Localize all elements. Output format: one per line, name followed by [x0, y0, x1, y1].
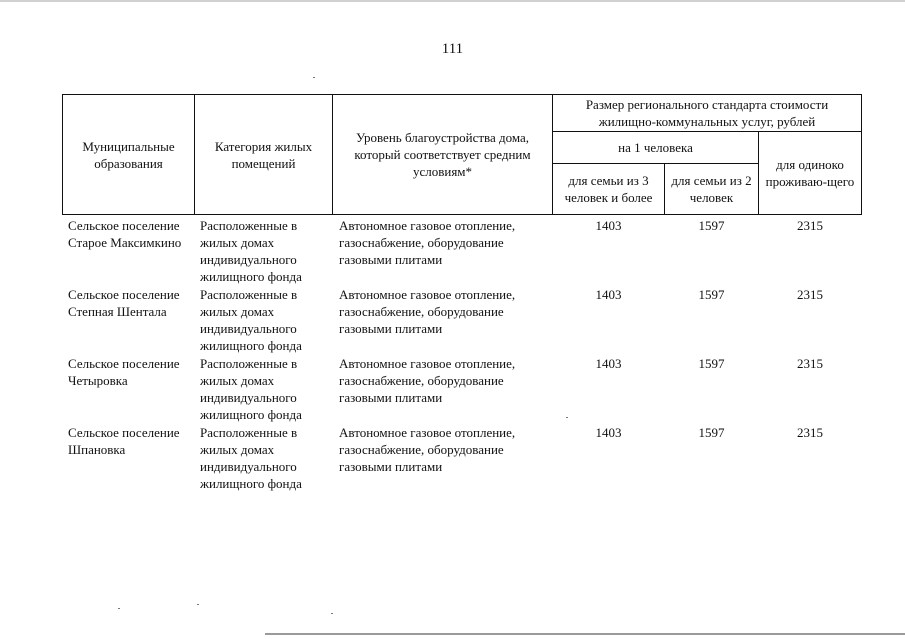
table-row-improvement: Автономное газовое отопление, газоснабжение, оборудование газовыми плитами	[339, 218, 516, 267]
table-row-single: 2315	[797, 356, 823, 371]
table-row-municipality: Сельское поселение Старое Максимкино	[68, 218, 182, 250]
table-row-family-2: 1597	[698, 218, 725, 233]
table-header-bottom	[62, 214, 862, 215]
header-single: для одиноко проживаю-щего	[765, 157, 855, 189]
table-row-improvement: Автономное газовое отопление, газоснабжение, оборудование газовыми плитами	[339, 356, 516, 405]
header-regional-standard: Размер регионального стандарта стоимости жилищно-коммунальных услуг, рублей	[585, 97, 829, 129]
table-row-family-3plus: 1403	[595, 356, 622, 371]
table-row-family-2: 1597	[698, 356, 725, 371]
scan-bottom-edge	[265, 633, 905, 635]
table-row-category: Расположенные в жилых домах индивидуального жилищного фонда	[200, 218, 302, 284]
header-municipality: Муниципальные образования	[82, 138, 175, 171]
scan-top-edge	[0, 0, 905, 2]
header-family-3plus: для семьи из 3 человек и более	[564, 173, 653, 205]
scan-speck	[331, 613, 333, 614]
table-row-municipality: Сельское поселение Четыровка	[68, 356, 180, 388]
table-border-right	[861, 94, 862, 215]
header-improvement: Уровень благоустройства дома, который соответствует средним условиям*	[354, 130, 531, 179]
table-row-municipality: Сельское поселение Степная Шентала	[68, 287, 180, 319]
table-row-family-2: 1597	[698, 425, 725, 440]
scan-speck	[197, 604, 199, 605]
table-row-family-3plus: 1403	[595, 425, 622, 440]
scan-speck	[566, 417, 568, 418]
page-number: 111	[441, 41, 464, 57]
table-row-improvement: Автономное газовое отопление, газоснабжение, оборудование газовыми плитами	[339, 287, 516, 336]
table-row-family-3plus: 1403	[595, 287, 622, 302]
table-row-family-3plus: 1403	[595, 218, 622, 233]
table-row-category: Расположенные в жилых домах индивидуального жилищного фонда	[200, 287, 302, 353]
scan-speck	[118, 608, 120, 609]
table-row-single: 2315	[797, 425, 823, 440]
table-row-improvement: Автономное газовое отопление, газоснабжение, оборудование газовыми плитами	[339, 425, 516, 474]
table-row-category: Расположенные в жилых домах индивидуального жилищного фонда	[200, 356, 302, 422]
table-row-family-2: 1597	[698, 287, 725, 302]
table-row-single: 2315	[797, 287, 823, 302]
header-category: Категория жилых помещений	[214, 138, 313, 171]
table-row-municipality: Сельское поселение Шпановка	[68, 425, 180, 457]
table-row-single: 2315	[797, 218, 823, 233]
table-row-category: Расположенные в жилых домах индивидуального жилищного фонда	[200, 425, 302, 491]
header-per-person: на 1 человека	[618, 140, 693, 155]
header-family-2: для семьи из 2 человек	[671, 173, 752, 205]
scan-speck	[313, 77, 315, 78]
